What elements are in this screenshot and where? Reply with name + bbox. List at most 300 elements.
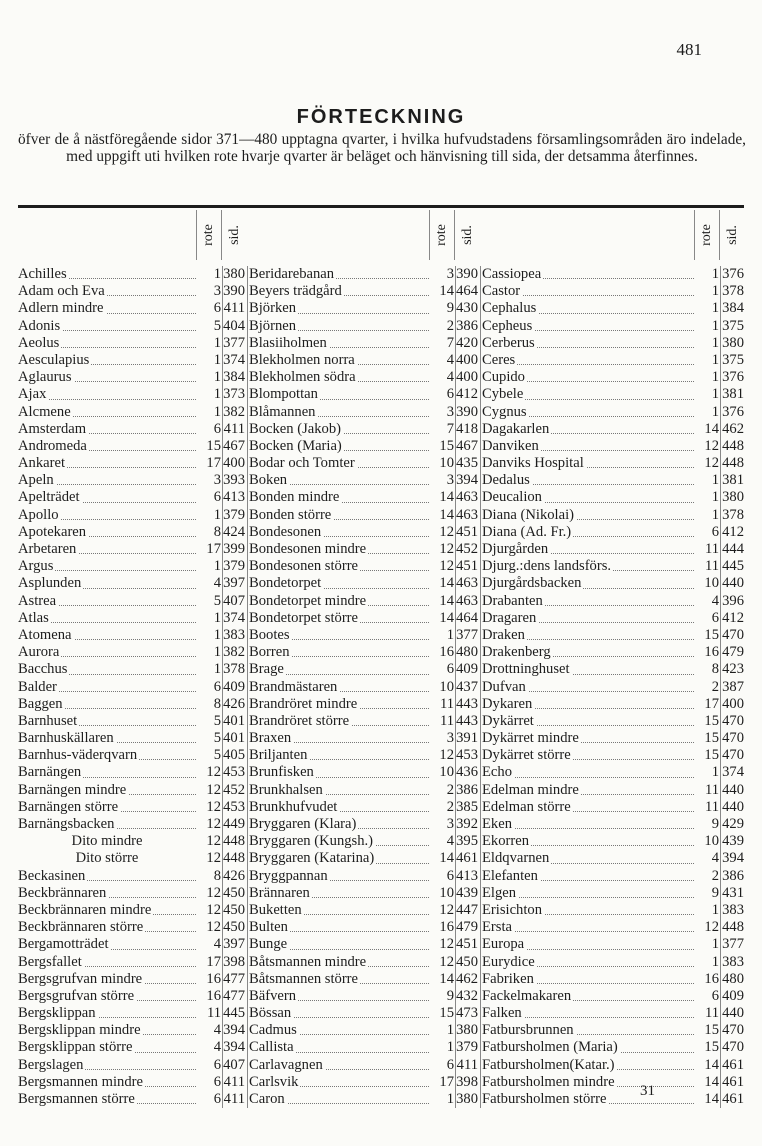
rote-number: 9 — [446, 300, 454, 317]
page-reference: 426 — [222, 868, 248, 885]
page-reference: 400 — [455, 352, 481, 369]
quarter-name: Blekholmen södra — [249, 369, 431, 386]
rote-number: 11 — [704, 798, 719, 815]
page-reference: 440 — [720, 575, 746, 592]
page-reference: 429 — [720, 816, 746, 833]
quarter-name: Apotekaren — [18, 524, 198, 541]
rote-number: 12 — [206, 781, 221, 798]
index-row — [482, 369, 746, 386]
quarter-name: Carlsvik — [249, 1074, 431, 1091]
quarter-name: Bryggaren (Klara) — [249, 816, 431, 833]
page-reference: 411 — [222, 1091, 248, 1108]
page-reference: 443 — [455, 696, 481, 713]
rote-number: 12 — [206, 919, 221, 936]
index-row — [482, 868, 746, 885]
quarter-name: Bocken (Jakob) — [249, 421, 431, 438]
sida-header: sid. — [719, 210, 746, 260]
rote-number: 14 — [704, 1073, 719, 1090]
quarter-name: Bössan — [249, 1005, 431, 1022]
page-reference: 397 — [222, 575, 248, 592]
rote-number: 9 — [711, 884, 719, 901]
index-row — [18, 627, 248, 644]
page-reference: 448 — [720, 919, 746, 936]
page-reference: 470 — [720, 747, 746, 764]
index-row — [249, 627, 481, 644]
page-reference: 394 — [222, 1022, 248, 1039]
page-reference: 449 — [222, 816, 248, 833]
index-row — [249, 971, 481, 988]
page-reference: 451 — [455, 524, 481, 541]
page-reference: 451 — [455, 558, 481, 575]
index-row — [18, 868, 248, 885]
rote-number: 1 — [711, 317, 719, 334]
page-reference: 374 — [222, 352, 248, 369]
rote-number: 6 — [213, 678, 221, 695]
index-row — [18, 593, 248, 610]
page-reference: 379 — [222, 507, 248, 524]
quarter-name: Bodar och Tomter — [249, 455, 431, 472]
rote-number: 6 — [213, 420, 221, 437]
quarter-name: Astrea — [18, 593, 198, 610]
rote-number: 1 — [213, 626, 221, 643]
rote-number: 11 — [704, 558, 719, 575]
quarter-name: Ersta — [482, 919, 696, 936]
index-row — [482, 1057, 746, 1074]
page-reference: 384 — [222, 369, 248, 386]
page-reference: 394 — [720, 850, 746, 867]
page-reference: 464 — [455, 610, 481, 627]
quarter-name: Fatbursholmen större — [482, 1091, 696, 1108]
page-reference: 435 — [455, 455, 481, 472]
index-row — [482, 679, 746, 696]
page-reference: 445 — [720, 558, 746, 575]
page-reference: 400 — [720, 696, 746, 713]
page-reference: 424 — [222, 524, 248, 541]
page-reference: 453 — [222, 799, 248, 816]
column-header — [18, 210, 248, 266]
column-header — [482, 210, 746, 266]
page-reference: 381 — [720, 386, 746, 403]
rote-number: 4 — [711, 592, 719, 609]
rote-number: 8 — [213, 867, 221, 884]
rote-number: 11 — [704, 781, 719, 798]
quarter-name: Björken — [249, 300, 431, 317]
rote-number: 3 — [446, 472, 454, 489]
page-reference: 480 — [720, 971, 746, 988]
rote-number: 6 — [446, 661, 454, 678]
rote-number: 1 — [213, 644, 221, 661]
index-row — [482, 438, 746, 455]
index-row — [482, 1074, 746, 1091]
page-reference: 453 — [455, 747, 481, 764]
page-reference: 377 — [455, 627, 481, 644]
quarter-name: Brunkhalsen — [249, 782, 431, 799]
page-reference: 398 — [455, 1074, 481, 1091]
index-row — [18, 541, 248, 558]
rote-number: 12 — [206, 764, 221, 781]
index-row — [249, 661, 481, 678]
quarter-name: Bunge — [249, 936, 431, 953]
rote-number: 12 — [439, 558, 454, 575]
rote-number: 16 — [704, 970, 719, 987]
rote-number: 6 — [711, 609, 719, 626]
quarter-name: Apelträdet — [18, 489, 198, 506]
rote-number: 1 — [213, 351, 221, 368]
index-row — [249, 472, 481, 489]
quarter-name: Brunfisken — [249, 764, 431, 781]
rote-number: 1 — [213, 266, 221, 282]
quarter-name: Dragaren — [482, 610, 696, 627]
rote-number: 14 — [439, 609, 454, 626]
index-row — [249, 936, 481, 953]
rote-number: 10 — [704, 833, 719, 850]
rote-number: 1 — [711, 266, 719, 282]
page-reference: 450 — [455, 954, 481, 971]
rote-number: 14 — [439, 850, 454, 867]
index-row — [18, 558, 248, 575]
quarter-name: Bryggaren (Kungsh.) — [249, 833, 431, 850]
quarter-name: Apeln — [18, 472, 198, 489]
page-reference: 426 — [222, 696, 248, 713]
page-reference: 445 — [222, 1005, 248, 1022]
rote-number: 9 — [711, 816, 719, 832]
page-reference: 411 — [222, 1074, 248, 1091]
page-reference: 409 — [222, 679, 248, 696]
index-row — [482, 627, 746, 644]
page-reference: 447 — [455, 902, 481, 919]
index-row — [482, 833, 746, 850]
index-column-2 — [249, 210, 481, 1108]
quarter-name: Dykärret — [482, 713, 696, 730]
index-column-1 — [18, 210, 248, 1108]
rote-number: 14 — [439, 506, 454, 523]
rote-number: 14 — [439, 592, 454, 609]
quarter-name: Ankaret — [18, 455, 198, 472]
quarter-name: Fatbursholmen mindre — [482, 1074, 696, 1091]
rote-number: 14 — [439, 970, 454, 987]
quarter-name: Ceres — [482, 352, 696, 369]
index-row — [18, 1074, 248, 1091]
rote-number: 3 — [446, 730, 454, 747]
page-reference: 378 — [720, 507, 746, 524]
rote-number: 11 — [439, 695, 454, 712]
rote-number: 3 — [446, 266, 454, 282]
quarter-name: Beckbrännaren — [18, 885, 198, 902]
page-reference: 400 — [222, 455, 248, 472]
quarter-name: Ajax — [18, 386, 198, 403]
rote-number: 6 — [213, 1073, 221, 1090]
index-row — [482, 885, 746, 902]
rote-number: 14 — [439, 489, 454, 506]
rote-number: 4 — [213, 575, 221, 592]
page-reference: 411 — [455, 1057, 481, 1074]
index-row — [249, 1039, 481, 1056]
index-row — [482, 386, 746, 403]
quarter-name: Andromeda — [18, 438, 198, 455]
rote-number: 6 — [213, 300, 221, 317]
rote-number: 3 — [213, 472, 221, 489]
quarter-name: Arbetaren — [18, 541, 198, 558]
page-reference: 470 — [720, 730, 746, 747]
quarter-name: Blompottan — [249, 386, 431, 403]
quarter-name: Europa — [482, 936, 696, 953]
index-row — [482, 1022, 746, 1039]
index-row — [18, 300, 248, 317]
page-reference: 380 — [455, 1022, 481, 1039]
rote-number: 15 — [704, 1039, 719, 1056]
rote-number: 1 — [711, 369, 719, 386]
rote-number: 12 — [704, 455, 719, 472]
index-row — [249, 713, 481, 730]
quarter-name: Echo — [482, 764, 696, 781]
page-reference: 377 — [720, 936, 746, 953]
page-reference: 376 — [720, 404, 746, 421]
index-row — [482, 318, 746, 335]
page-reference: 384 — [720, 300, 746, 317]
page-reference: 390 — [455, 404, 481, 421]
page-reference: 379 — [455, 1039, 481, 1056]
page-reference: 473 — [455, 1005, 481, 1022]
quarter-name: Beyers trädgård — [249, 283, 431, 300]
index-row — [482, 352, 746, 369]
page-reference: 479 — [720, 644, 746, 661]
index-row — [482, 919, 746, 936]
page-reference: 393 — [222, 472, 248, 489]
index-row — [482, 1039, 746, 1056]
page-reference: 450 — [222, 902, 248, 919]
rote-number: 1 — [213, 558, 221, 575]
quarter-name: Cupido — [482, 369, 696, 386]
page-reference: 448 — [222, 850, 248, 867]
index-row — [249, 764, 481, 781]
page-reference: 383 — [720, 954, 746, 971]
index-row — [18, 386, 248, 403]
quarter-name: Beckbrännaren mindre — [18, 902, 198, 919]
page-reference: 409 — [455, 661, 481, 678]
quarter-name: Eurydice — [482, 954, 696, 971]
signature-mark: 31 — [640, 1083, 655, 1099]
rote-number: 15 — [704, 1022, 719, 1039]
index-row — [249, 283, 481, 300]
index-row — [18, 936, 248, 953]
rote-number: 1 — [446, 1091, 454, 1107]
quarter-name: Braxen — [249, 730, 431, 747]
quarter-name: Adlern mindre — [18, 300, 198, 317]
index-row — [249, 644, 481, 661]
rote-number: 12 — [704, 437, 719, 454]
index-row — [249, 386, 481, 403]
index-row — [18, 816, 248, 833]
sida-header: sid. — [221, 210, 248, 260]
index-row — [18, 644, 248, 661]
quarter-name: Barnängen — [18, 764, 198, 781]
page-reference: 452 — [455, 541, 481, 558]
quarter-name: Barnängen mindre — [18, 782, 198, 799]
page-reference: 412 — [720, 610, 746, 627]
quarter-name: Drabanten — [482, 593, 696, 610]
quarter-name: Bonden större — [249, 507, 431, 524]
quarter-name: Cybele — [482, 386, 696, 403]
quarter-name: Dykärret större — [482, 747, 696, 764]
page-reference: 407 — [222, 593, 248, 610]
quarter-name: Argus — [18, 558, 198, 575]
rote-number: 6 — [213, 1091, 221, 1107]
quarter-name: Bondesonen — [249, 524, 431, 541]
index-row — [482, 971, 746, 988]
quarter-name: Barnhuset — [18, 713, 198, 730]
quarter-name: Eldqvarnen — [482, 850, 696, 867]
index-row — [18, 318, 248, 335]
quarter-name: Falken — [482, 1005, 696, 1022]
index-row — [482, 764, 746, 781]
rote-number: 12 — [439, 936, 454, 953]
index-row — [18, 575, 248, 592]
rote-number: 4 — [446, 833, 454, 850]
page-reference: 378 — [720, 283, 746, 300]
quarter-name: Bocken (Maria) — [249, 438, 431, 455]
index-row — [482, 421, 746, 438]
quarter-name: Bergamotträdet — [18, 936, 198, 953]
quarter-name: Blasiiholmen — [249, 335, 431, 352]
page-reference: 387 — [720, 679, 746, 696]
page-reference: 382 — [222, 644, 248, 661]
index-row — [249, 421, 481, 438]
rote-number: 10 — [439, 764, 454, 781]
index-row — [249, 524, 481, 541]
index-row — [482, 661, 746, 678]
rote-number: 15 — [439, 437, 454, 454]
page-reference: 376 — [720, 266, 746, 283]
rote-header: rote — [429, 210, 454, 260]
page-reference: 376 — [720, 369, 746, 386]
page-reference: 452 — [222, 782, 248, 799]
rote-number: 2 — [711, 867, 719, 884]
index-row — [18, 747, 248, 764]
quarter-name: Deucalion — [482, 489, 696, 506]
rote-number: 1 — [711, 936, 719, 953]
page-reference: 378 — [222, 661, 248, 678]
index-row — [249, 541, 481, 558]
index-row — [249, 1074, 481, 1091]
index-row — [482, 593, 746, 610]
page-reference: 391 — [455, 730, 481, 747]
index-row — [482, 541, 746, 558]
page-reference: 404 — [222, 318, 248, 335]
page-reference: 413 — [455, 868, 481, 885]
rote-number: 12 — [206, 901, 221, 918]
rote-number: 17 — [439, 1073, 454, 1090]
page-reference: 461 — [455, 850, 481, 867]
page-reference: 399 — [222, 541, 248, 558]
quarter-name: Edelman mindre — [482, 782, 696, 799]
index-row — [18, 266, 248, 283]
intro-paragraph: öfver de å nästföregående sidor 371—480 upptagna qvarter, i hvilka hufvudstadens församlingsområden äro indelade, med uppgift uti hvilken rote hvarje qvarter är beläget och hänvisning till sida, der detsamma återfinnes. — [18, 131, 746, 165]
quarter-name: Brandröret större — [249, 713, 431, 730]
index-row — [249, 369, 481, 386]
quarter-name: Bryggaren (Katarina) — [249, 850, 431, 867]
index-row — [18, 283, 248, 300]
page-reference: 462 — [720, 421, 746, 438]
quarter-name: Aglaurus — [18, 369, 198, 386]
rote-number: 8 — [711, 661, 719, 678]
rote-number: 1 — [446, 1022, 454, 1039]
index-row — [18, 919, 248, 936]
page-reference: 450 — [222, 919, 248, 936]
page-reference: 451 — [455, 936, 481, 953]
quarter-name: Buketten — [249, 902, 431, 919]
index-row — [18, 885, 248, 902]
index-row — [18, 696, 248, 713]
quarter-name: Barnhuskällaren — [18, 730, 198, 747]
index-row — [249, 455, 481, 472]
quarter-name: Bryggpannan — [249, 868, 431, 885]
index-row — [18, 369, 248, 386]
rote-number: 10 — [439, 678, 454, 695]
rote-number: 6 — [711, 987, 719, 1004]
quarter-name: Adam och Eva — [18, 283, 198, 300]
index-row — [482, 850, 746, 867]
page-reference: 385 — [455, 799, 481, 816]
index-row — [482, 954, 746, 971]
page-reference: 380 — [222, 266, 248, 283]
quarter-name: Borren — [249, 644, 431, 661]
index-row — [18, 730, 248, 747]
index-row — [482, 404, 746, 421]
rote-header: rote — [196, 210, 221, 260]
index-row — [18, 1005, 248, 1022]
quarter-name: Bergslagen — [18, 1057, 198, 1074]
rote-number: 11 — [704, 1005, 719, 1022]
index-row — [482, 799, 746, 816]
page-reference: 463 — [455, 507, 481, 524]
rote-number: 14 — [704, 420, 719, 437]
rote-number: 4 — [213, 1022, 221, 1039]
quarter-name: Fatbursbrunnen — [482, 1022, 696, 1039]
index-row — [482, 575, 746, 592]
index-row — [482, 713, 746, 730]
index-row — [249, 1005, 481, 1022]
quarter-name: Bergsgrufvan större — [18, 988, 198, 1005]
index-row — [482, 507, 746, 524]
rote-number: 1 — [446, 626, 454, 643]
page-reference: 463 — [455, 593, 481, 610]
index-row — [18, 971, 248, 988]
index-row — [18, 782, 248, 799]
quarter-name: Bulten — [249, 919, 431, 936]
quarter-name: Brandmästaren — [249, 679, 431, 696]
rote-number: 6 — [446, 386, 454, 403]
rote-number: 1 — [711, 489, 719, 506]
index-row — [18, 679, 248, 696]
page-reference: 480 — [455, 644, 481, 661]
index-row — [249, 1091, 481, 1108]
index-row — [249, 404, 481, 421]
rote-number: 17 — [704, 695, 719, 712]
quarter-name: Barnhus-väderqvarn — [18, 747, 198, 764]
rote-number: 7 — [446, 334, 454, 351]
quarter-name: Elgen — [482, 885, 696, 902]
quarter-name: Dagakarlen — [482, 421, 696, 438]
index-row — [482, 300, 746, 317]
index-row — [249, 352, 481, 369]
page-reference: 439 — [455, 885, 481, 902]
quarter-name: Båtsmannen större — [249, 971, 431, 988]
rote-number: 1 — [213, 661, 221, 678]
index-row — [249, 954, 481, 971]
rote-number: 4 — [213, 1039, 221, 1056]
rote-number: 14 — [704, 1056, 719, 1073]
page-reference: 407 — [222, 1057, 248, 1074]
